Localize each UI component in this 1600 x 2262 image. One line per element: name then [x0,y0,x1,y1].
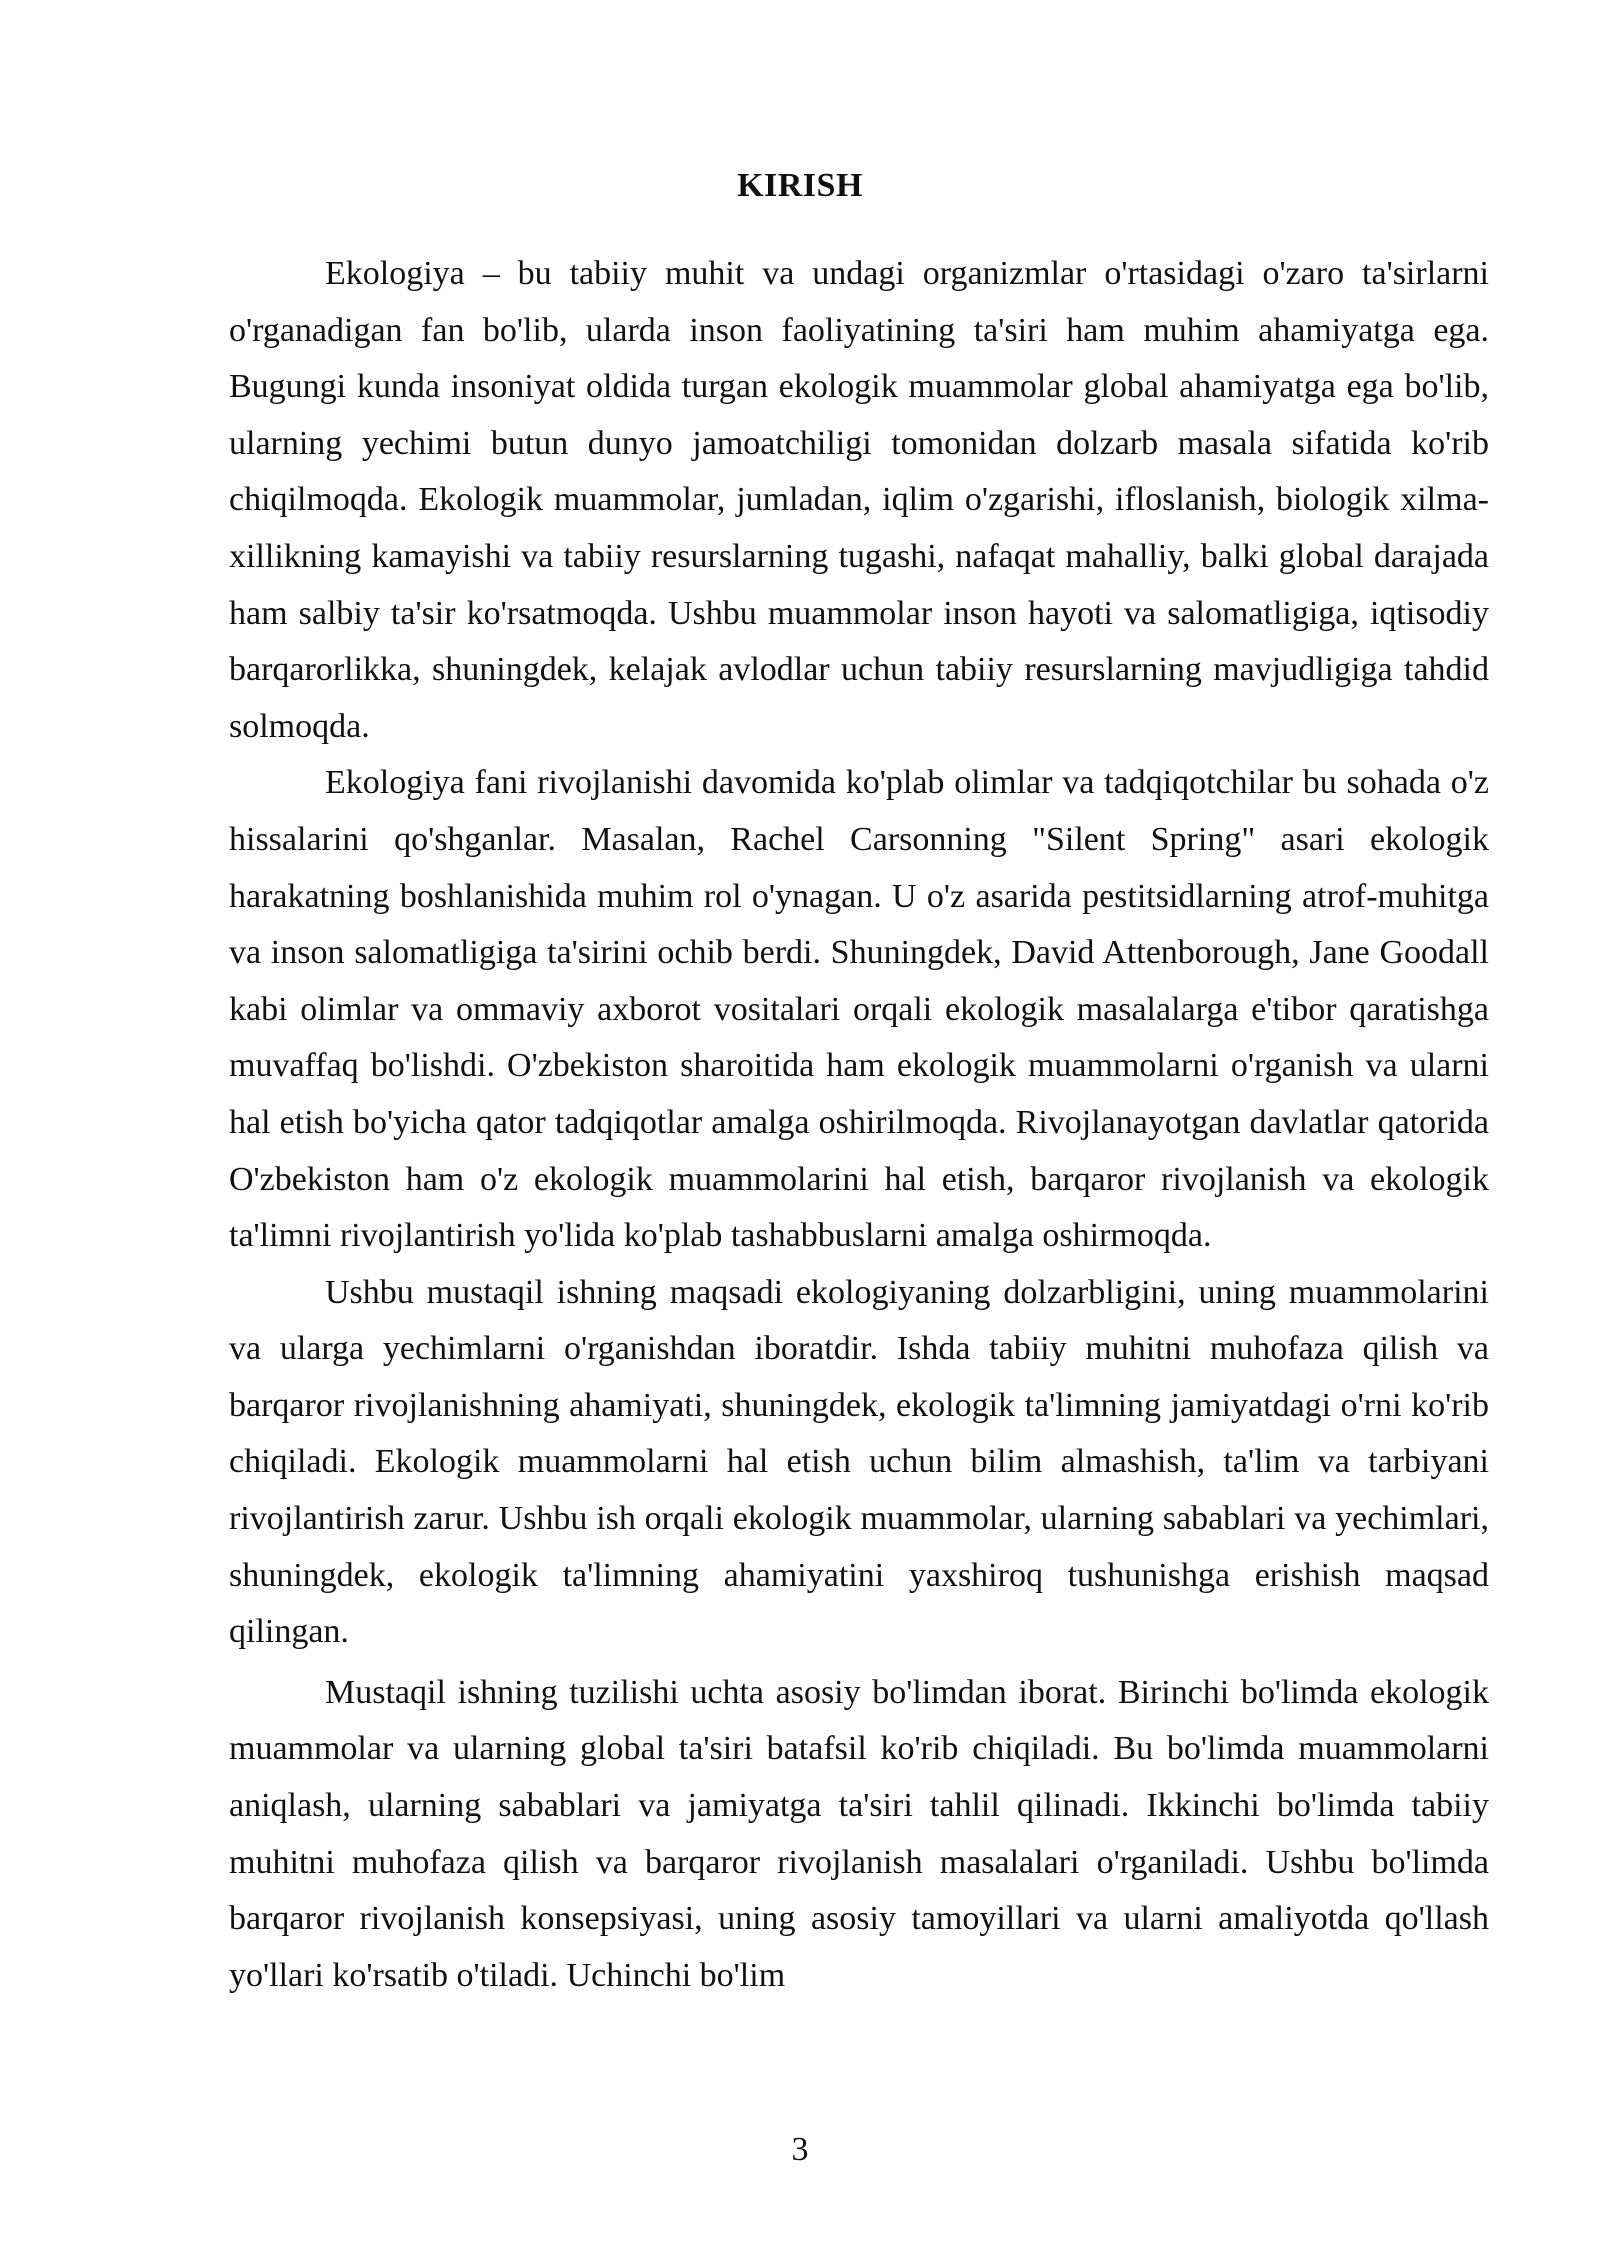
paragraph-2: Ekologiya fani rivojlanishi davomida ko'plab olimlar va tadqiqotchilar bu sohada o'z hissalarini qo'shganlar. Masalan, Rachel Carsonning "Silent Spring" asari ekologik harakatning boshlanishida muhim rol o'ynagan. U o'z asarida pestitsidlarning atrof-muhitga va inson salomatligiga ta'sirini ochib berdi. Shuningdek, David Attenborough, Jane Goodall kabi olimlar va ommaviy axborot vositalari orqali ekologik masalalarga e'tibor qaratishga muvaffaq bo'lishdi. O'zbekiston sharoitida ham ekologik muammolarni o'rganish va ularni hal etish bo'yicha qator tadqiqotlar amalga oshirilmoqda. Rivojlanayotgan davlatlar qatorida O'zbekiston ham o'z ekologik muammolarini hal etish, barqaror rivojlanish va ekologik ta'limni rivojlantirish yo'lida ko'plab tashabbuslarni amalga oshirmoqda. [229,764,1489,1255]
document-body [229,246,1489,2004]
paragraph-4: Mustaqil ishning tuzilishi uchta asosiy bo'limdan iborat. Birinchi bo'limda ekologik muammolar va ularning global ta'siri batafsil ko'rib chiqiladi. Bu bo'limda muammolarni aniqlash, ularning sabablari va jamiyatga ta'siri tahlil qilinadi. Ikkinchi bo'limda tabiiy muhitni muhofaza qilish va barqaror rivojlanish masalalari o'rganiladi. Ushbu bo'limda barqaror rivojlanish konsepsiyasi, uning asosiy tamoyillari va ularni amaliyotda qo'llash yo'llari ko'rsatib o'tiladi. Uchinchi bo'lim [229,1673,1489,1994]
page-number: 3 [791,2131,809,2168]
paragraph-3: Ushbu mustaqil ishning maqsadi ekologiyaning dolzarbligini, uning muammolarini va ularga yechimlarni o'rganishdan iboratdir. Ishda tabiiy muhitni muhofaza qilish va barqaror rivojlanishning ahamiyati, shuningdek, ekologik ta'limning jamiyatdagi o'rni ko'rib chiqiladi. Ekologik muammolarni hal etish uchun bilim almashish, ta'lim va tarbiyani rivojlantirish zarur. Ushbu ish orqali ekologik muammolar, ularning sabablari va yechimlari, shuningdek, ekologik ta'limning ahamiyatini yaxshiroq tushunishga erishish maqsad qilingan. [229,1273,1489,1651]
page-title: KIRISH [737,167,863,204]
paragraph-1: Ekologiya – bu tabiiy muhit va undagi organizmlar o'rtasidagi o'zaro ta'sirlarni o'rganadigan fan bo'lib, ularda inson faoliyatining ta'siri ham muhim ahamiyatga ega. Bugungi kunda insoniyat oldida turgan ekologik muammolar global ahamiyatga ega bo'lib, ularning yechimi butun dunyo jamoatchiligi tomonidan dolzarb masala sifatida ko'rib chiqilmoqda. Ekologik muammolar, jumladan, iqlim o'zgarishi, ifloslanish, biologik xilma-xillikning kamayishi va tabiiy resurslarning tugashi, nafaqat mahalliy, balki global darajada ham salbiy ta'sir ko'rsatmoqda. Ushbu muammolar inson hayoti va salomatligiga, iqtisodiy barqarorlikka, shuningdek, kelajak avlodlar uchun tabiiy resurslarning mavjudligiga tahdid solmoqda. [229,255,1489,745]
